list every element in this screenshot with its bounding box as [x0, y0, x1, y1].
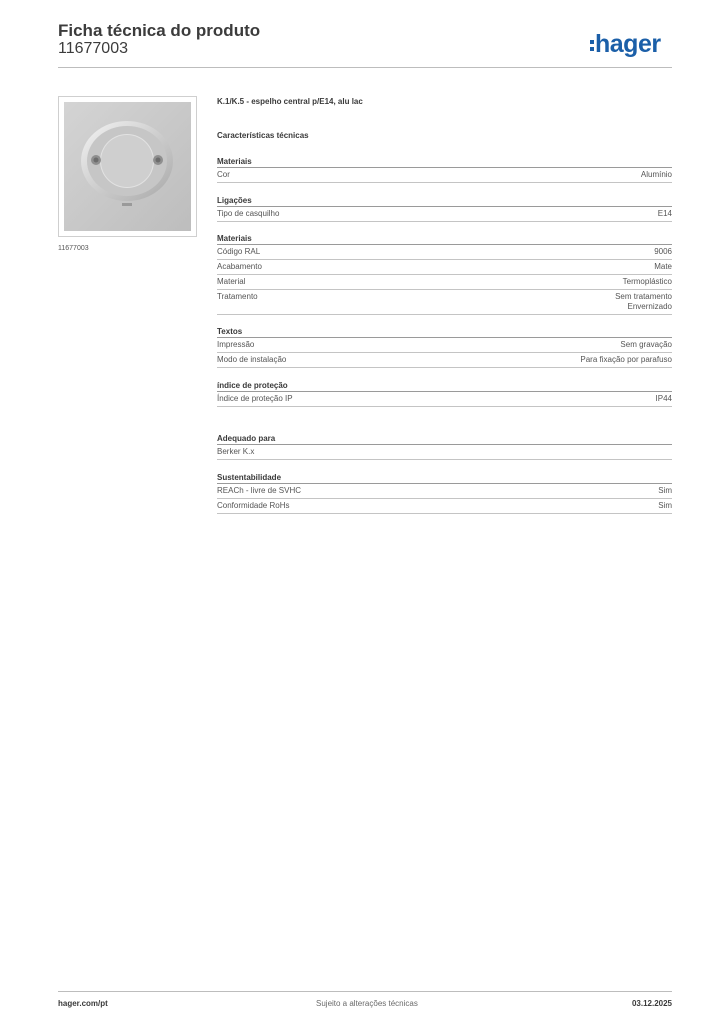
spec-group-textos — [217, 325, 672, 368]
group-title: Ligações — [217, 194, 672, 207]
spec-label: Cor — [217, 170, 230, 179]
section-heading: Características técnicas — [217, 131, 309, 140]
image-caption: 11677003 — [58, 245, 89, 252]
spec-value: Para fixação por parafuso — [580, 355, 672, 364]
spec-row — [217, 445, 672, 460]
spec-group-protecao — [217, 379, 672, 407]
spec-label: Conformidade RoHs — [217, 501, 290, 510]
spec-label: Berker K.x — [217, 447, 255, 456]
product-code: 11677003 — [58, 40, 128, 57]
group-title: Adequado para — [217, 432, 672, 445]
spec-label: Tratamento — [217, 292, 258, 301]
spec-label: Modo de instalação — [217, 355, 287, 364]
spec-label: Índice de proteção IP — [217, 394, 293, 403]
cover-plate-illustration — [64, 102, 191, 231]
spec-value: IP44 — [655, 394, 672, 403]
spec-row — [217, 275, 672, 290]
hager-logo — [590, 30, 661, 58]
spec-label: REACh - livre de SVHC — [217, 486, 302, 495]
footer-website: hager.com/pt — [58, 999, 108, 1008]
spec-row — [217, 260, 672, 275]
spec-group-adequado — [217, 432, 672, 460]
spec-value: E14 — [657, 209, 672, 218]
footer-date: 03.12.2025 — [631, 999, 672, 1008]
spec-row — [217, 290, 672, 315]
spec-value-line: Envernizado — [627, 302, 672, 311]
spec-row — [217, 484, 672, 499]
spec-value: 9006 — [654, 247, 672, 256]
spec-value: Mate — [654, 262, 672, 271]
spec-value — [615, 292, 672, 312]
spec-row — [217, 353, 672, 368]
spec-value: Alumínio — [640, 170, 672, 179]
group-title: Materiais — [217, 232, 672, 245]
group-title: Textos — [217, 325, 672, 338]
footer-divider — [58, 991, 672, 992]
product-photo — [64, 102, 191, 231]
page-title: Ficha técnica do produto — [58, 21, 261, 40]
spec-label: Acabamento — [217, 262, 262, 271]
spec-value: Sim — [658, 501, 672, 510]
spec-label: Código RAL — [217, 247, 261, 256]
spec-value: Termoplástico — [622, 277, 672, 286]
spec-row — [217, 245, 672, 260]
spec-group-sustentabilidade — [217, 471, 672, 514]
spec-group-ligacoes — [217, 194, 672, 222]
spec-group-materiais — [217, 155, 672, 183]
logo-colon-icon — [590, 40, 594, 51]
group-title: Materiais — [217, 155, 672, 168]
header-divider — [58, 67, 672, 68]
group-title: índice de proteção — [217, 379, 672, 392]
product-image — [58, 96, 197, 237]
product-name: K.1/K.5 - espelho central p/E14, alu lac — [217, 97, 363, 106]
spec-row — [217, 392, 672, 407]
footer-notice: Sujeito a alterações técnicas — [316, 999, 418, 1008]
spec-row — [217, 338, 672, 353]
spec-row — [217, 207, 672, 222]
group-title: Sustentabilidade — [217, 471, 672, 484]
spec-row — [217, 499, 672, 514]
spec-value-line: Sem tratamento — [615, 292, 672, 301]
spec-row — [217, 168, 672, 183]
spec-label: Impressão — [217, 340, 255, 349]
spec-label: Material — [217, 277, 246, 286]
spec-group-materiais-2 — [217, 232, 672, 315]
spec-label: Tipo de casquilho — [217, 209, 280, 218]
spec-value: Sim — [658, 486, 672, 495]
spec-value: Sem gravação — [620, 340, 672, 349]
logo-text: hager — [595, 29, 661, 58]
